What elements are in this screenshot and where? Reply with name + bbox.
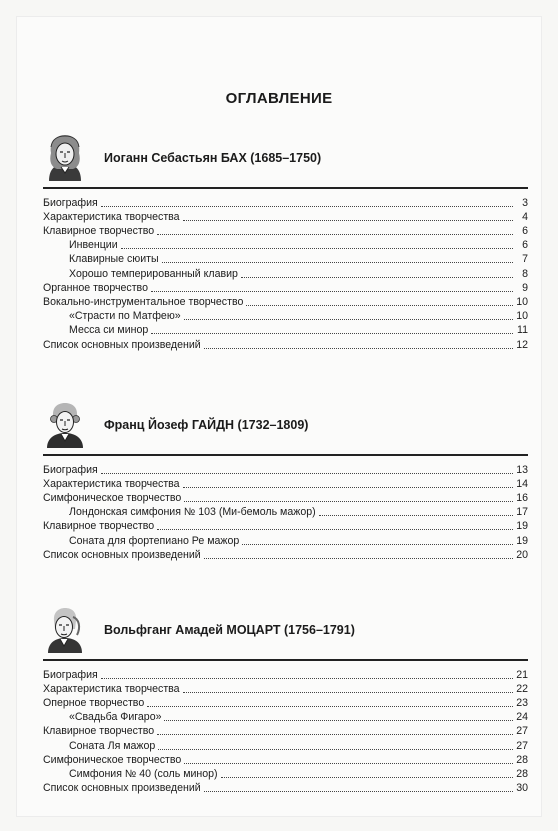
toc-section-mozart — [43, 605, 528, 795]
toc-entry-title: Список основных произведений — [43, 548, 201, 561]
dot-leader — [221, 777, 513, 778]
page-title: ОГЛАВЛЕНИЕ — [225, 90, 333, 107]
composer-name: Иоганн Себастьян БАХ (1685–1750) — [104, 151, 322, 165]
toc-page-number: 3 — [522, 196, 528, 209]
toc-entry-title: Клавирное творчество — [43, 225, 155, 238]
toc-entry[interactable] — [43, 548, 528, 562]
dot-leader — [157, 529, 513, 530]
toc-entry-title: Биография — [43, 668, 98, 681]
dot-leader — [241, 277, 513, 278]
dot-leader — [242, 544, 513, 545]
toc-page-number: 11 — [517, 324, 528, 337]
haydn-portrait-icon — [43, 400, 87, 450]
toc-entry-title: Органное творчество — [43, 281, 148, 294]
dot-leader — [184, 763, 513, 764]
toc-subentry[interactable] — [43, 309, 528, 323]
toc-entry-title: Лондонская симфония № 103 (Ми-бемоль мажор) — [69, 506, 316, 519]
toc-page-number: 12 — [516, 338, 528, 351]
toc-entry[interactable] — [43, 724, 528, 738]
toc-entry-title: Клавирное творчество — [43, 725, 155, 738]
toc-entry[interactable] — [43, 196, 528, 210]
dot-leader — [319, 515, 513, 516]
toc-entry[interactable] — [43, 668, 528, 682]
toc-subentry[interactable] — [43, 266, 528, 280]
toc-subentry[interactable] — [43, 738, 528, 752]
toc-entry[interactable] — [43, 337, 528, 351]
dot-leader — [121, 248, 513, 249]
toc-entry-title: Соната для фортепиано Ре мажор — [69, 534, 240, 547]
toc-entry-title: Оперное творчество — [43, 697, 145, 710]
toc-entry[interactable] — [43, 295, 528, 309]
dot-leader — [158, 749, 513, 750]
section-divider — [43, 454, 528, 456]
toc-entry[interactable] — [43, 210, 528, 224]
toc-entry[interactable] — [43, 477, 528, 491]
toc-page-number: 10 — [516, 310, 528, 323]
toc-section-haydn — [43, 400, 528, 562]
toc-entry[interactable] — [43, 463, 528, 477]
dot-leader — [101, 678, 513, 679]
toc-subentry[interactable] — [43, 238, 528, 252]
toc-list — [43, 463, 528, 562]
toc-entry-title: Месса си минор — [69, 324, 149, 337]
toc-page-number: 27 — [516, 725, 528, 738]
toc-entry-title: Биография — [43, 463, 98, 476]
dot-leader — [204, 791, 513, 792]
toc-page-number: 23 — [516, 697, 528, 710]
toc-page-number: 24 — [516, 711, 528, 724]
toc-entry-title: Симфония № 40 (соль минор) — [69, 768, 218, 780]
section-header — [43, 133, 528, 185]
toc-entry-title: Характеристика творчества — [43, 477, 180, 490]
dot-leader — [184, 501, 513, 502]
toc-subentry[interactable] — [43, 710, 528, 724]
dot-leader — [204, 348, 513, 349]
toc-entry[interactable] — [43, 224, 528, 238]
toc-entry-title: Характеристика творчества — [43, 682, 180, 695]
toc-page-number: 30 — [516, 782, 528, 795]
toc-entry-title: Характеристика творчества — [43, 210, 180, 223]
toc-page-number: 8 — [522, 267, 528, 280]
composer-name: Вольфганг Амадей МОЦАРТ (1756–1791) — [104, 623, 355, 637]
toc-page-number: 27 — [516, 739, 528, 752]
dot-leader — [183, 692, 513, 693]
toc-page-number: 6 — [522, 239, 528, 252]
toc-subentry[interactable] — [43, 533, 528, 547]
toc-entry-title: Соната Ля мажор — [69, 739, 156, 752]
toc-subentry[interactable] — [43, 505, 528, 519]
dot-leader — [246, 305, 513, 306]
dot-leader — [183, 220, 513, 221]
dot-leader — [157, 734, 513, 735]
toc-page-number: 28 — [516, 768, 528, 780]
toc-page-number: 20 — [516, 548, 528, 561]
section-header — [43, 400, 528, 452]
toc-page-number: 4 — [522, 210, 528, 223]
toc-subentry[interactable] — [43, 323, 528, 337]
toc-entry-title: Клавирные сюиты — [69, 253, 159, 266]
toc-entry-title: Список основных произведений — [43, 782, 201, 795]
toc-page-number: 28 — [516, 753, 528, 766]
toc-entry-title: Список основных произведений — [43, 338, 201, 351]
toc-page-number: 16 — [516, 492, 528, 505]
toc-section-bach — [43, 133, 528, 352]
toc-entry-title: Клавирное творчество — [43, 520, 155, 533]
toc-entry[interactable] — [43, 519, 528, 533]
toc-entry-title: Вокально-инструментальное творчество — [43, 296, 244, 308]
toc-entry-title: «Страсти по Матфею» — [69, 310, 181, 323]
toc-subentry[interactable] — [43, 252, 528, 266]
dot-leader — [101, 473, 513, 474]
toc-entry[interactable] — [43, 753, 528, 767]
dot-leader — [183, 487, 513, 488]
toc-subentry[interactable] — [43, 767, 528, 781]
toc-page-number: 6 — [522, 225, 528, 238]
toc-entry-title: Симфоническое творчество — [43, 492, 182, 505]
toc-entry[interactable] — [43, 491, 528, 505]
composer-name: Франц Йозеф ГАЙДН (1732–1809) — [104, 418, 309, 432]
dot-leader — [162, 262, 513, 263]
section-header — [43, 605, 528, 657]
toc-page-number: 7 — [522, 253, 528, 266]
dot-leader — [147, 706, 513, 707]
toc-page-number: 19 — [516, 534, 528, 547]
toc-page-number: 22 — [516, 682, 528, 695]
bach-portrait-icon — [43, 133, 87, 183]
toc-entry[interactable] — [43, 281, 528, 295]
section-divider — [43, 659, 528, 661]
dot-leader — [151, 291, 513, 292]
toc-entry-title: «Свадьба Фигаро» — [69, 711, 162, 724]
toc-entry[interactable] — [43, 682, 528, 696]
toc-page-number: 13 — [516, 463, 528, 476]
mozart-portrait-icon — [43, 605, 87, 655]
toc-page-number: 14 — [516, 477, 528, 490]
dot-leader — [164, 720, 513, 721]
toc-page-number: 19 — [516, 520, 528, 533]
toc-entry-title: Симфоническое творчество — [43, 753, 182, 766]
dot-leader — [184, 319, 513, 320]
toc-page-number: 10 — [516, 296, 528, 308]
toc-page-number: 17 — [516, 506, 528, 519]
dot-leader — [204, 558, 513, 559]
toc-entry[interactable] — [43, 696, 528, 710]
dot-leader — [151, 333, 513, 334]
toc-page-number: 9 — [522, 281, 528, 294]
section-divider — [43, 187, 528, 189]
dot-leader — [157, 234, 513, 235]
toc-list — [43, 196, 528, 352]
toc-page-number: 21 — [516, 668, 528, 681]
toc-list — [43, 668, 528, 796]
toc-entry-title: Биография — [43, 196, 98, 209]
toc-entry-title: Инвенции — [69, 239, 118, 252]
toc-entry[interactable] — [43, 781, 528, 795]
toc-entry-title: Хорошо темперированный клавир — [69, 267, 238, 280]
dot-leader — [101, 206, 513, 207]
